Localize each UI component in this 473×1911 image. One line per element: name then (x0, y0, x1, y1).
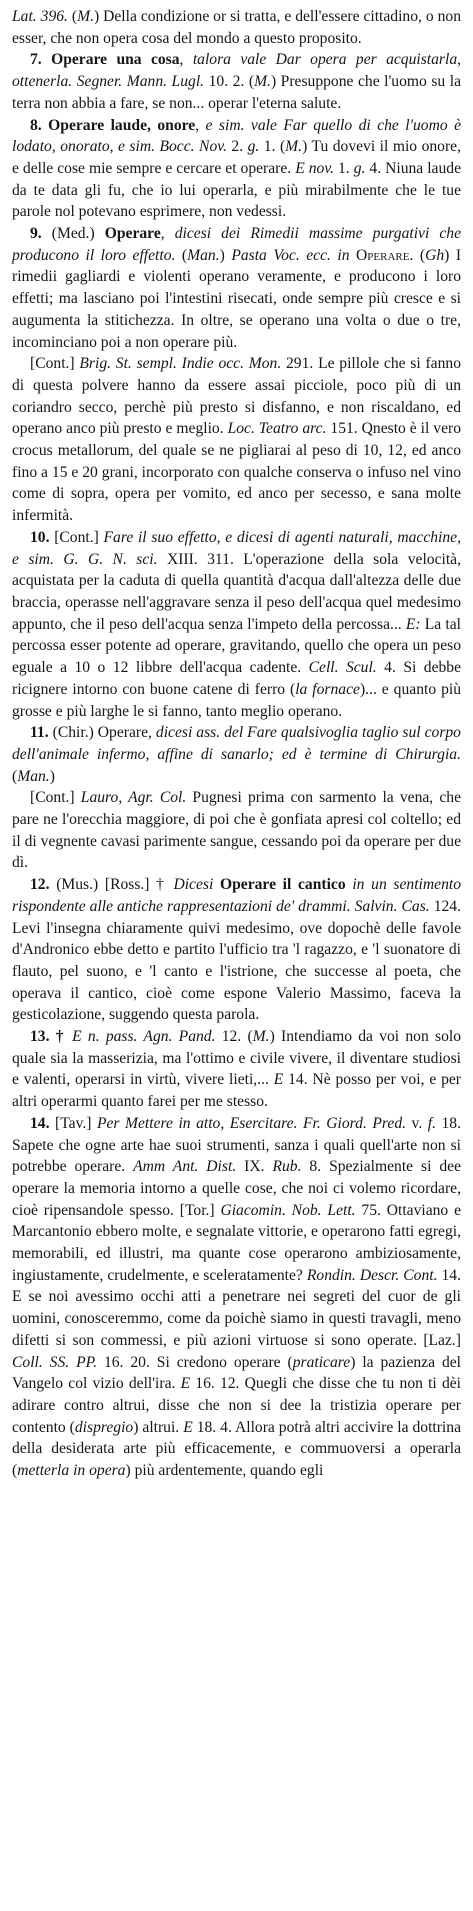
italic-text: g. (353, 159, 366, 177)
entry-text: 124. Levi l'insegna chiaramente quivi medesimo, ove dopochè delle favole d'Andronico ebbe detto e partito l'ufficio tra 'l ragazzo, e 'l suonatore di flauto, pel suono, e 'l canto e l'istrione, che successe al poeta, che operava il cantico, cioè come espone Valerio Massimo, faceva la gesticolazione, suggendo questa parola. (12, 897, 461, 1024)
entry-text: 14. Nè posso per voi, e per altri operarmi quanto farei per me stesso. (12, 1071, 461, 1111)
italic-text: E (183, 1418, 193, 1436)
entry-text: 2. (226, 138, 248, 156)
dictionary-entry (12, 1026, 461, 1113)
entry-text: , (195, 116, 206, 134)
dictionary-entry (12, 49, 461, 114)
entry-text: 10. 2. ( (204, 73, 255, 91)
entry-text: ( (175, 246, 188, 264)
italic-text: M. (252, 1028, 270, 1046)
entry-text: 291. Le pillole che si fanno di questa polvere hanno da essere assai picciole, poco più di un coriandro secco, perchè più presto si disfanno, e non riscaldano, ed operano anco più presto e meglio. (12, 355, 461, 438)
italic-text: talora vale Dar opera per acquistarla, ottenerla. Segner. Mann. Lugl. (12, 51, 462, 91)
entry-text: Pugnesi prima con sarmento la vena, che pare ne l'orecchia maggiore, di poi che è gonfiata apresi col coltello; ed il di vegnente cavasi parimente sangue, cessando poi da operare per due dì. (12, 789, 461, 872)
entry-text: ( (12, 767, 18, 785)
italic-text: M. (285, 138, 303, 156)
entry-text: [Cont.] (54, 528, 104, 546)
italic-text: E: (405, 615, 421, 633)
italic-text: in un sentimento rispondente alle antiche rappresentazioni de' drammi. Salvin. Cas. (12, 876, 461, 915)
dictionary-entry (12, 353, 461, 527)
dictionary-entry (12, 874, 461, 1026)
italic-text: Loc. Teatro arc. (227, 420, 327, 438)
italic-text: Fare il suo effetto, e dicesi di agenti naturali, macchine, e sim. G. G. N. sci. (12, 528, 462, 568)
entry-text: (Mus.) [Ross.] † (56, 876, 174, 894)
entry-text: 16. 12. Quegli che disse che tu non ti dèi adirare contro altrui, disse che non si dee la tristizia operare per contento ( (12, 1375, 461, 1436)
entry-text: [Cont.] (30, 355, 80, 373)
entry-text: ) (49, 767, 55, 785)
italic-text: E nov. (295, 159, 334, 177)
entry-text: 12. ( (215, 1028, 253, 1046)
entry-number: 10. (30, 528, 55, 546)
entry-number: 11. (30, 724, 53, 742)
small-caps-text: Operare (356, 246, 410, 264)
entry-text: 151. Qnesto è il vero crocus metallorum, del quale se ne pigliarai al peso di 10, 12, ed anco fino a 15 e 20 grani, incorporato con qualche conserva o infuso nel vino come di sopra, opera per vomito, ed anco per secesso, e sana molte infermità. (12, 420, 461, 525)
italic-text: la fornace (295, 680, 360, 698)
entry-text: 14. E se noi avessimo occhi atti a penetrare nei segreti del cuor de gli uomini, conosceremmo, come da poichè siamo in questi travagli, meno difetti si son commessi, e più azioni virtuose si sono operate. [Laz.] (12, 1266, 461, 1349)
italic-text: E (273, 1071, 284, 1089)
italic-text: f. (427, 1114, 436, 1132)
entry-text: 75. Ottaviano e Marcantonio ebbero molte, e segnalate vittorie, e operarono fatti egregi, memorabili, ed illustri, ma quante cose operarono ambiziosamente, ingiustamente, crudelmente, e sceleratamente? (12, 1201, 461, 1284)
entry-text: XIII. 311. L'operazione della sola velocità, acquistata per la caduta di quella quantità d'acqua dall'altezza delle due braccia, operasse nell'aggravare senza il peso dell'acqua quel medesimo appunto, che il peso dell'acqua senza l'impeto della percossa... (12, 550, 461, 633)
entry-text: , (160, 225, 175, 243)
entry-text: 4. Niuna laude da te data gli fu, che io lui operarla, e più mirabilmente che le tue parole nol potevano esprimere, non vedessi. (12, 159, 461, 221)
italic-text: Giacomin. Nob. Lett. (220, 1201, 356, 1219)
entry-number: 12. (30, 876, 57, 894)
entry-text: . ( (409, 246, 426, 264)
entry-text: 1. (334, 159, 354, 177)
entry-text: (Chir.) Operare, (52, 724, 156, 742)
italic-text: M. (254, 73, 271, 91)
italic-text: E n. pass. Agn. Pand. (72, 1028, 216, 1046)
entry-text: 18. Sapete che ogne arte hae suoi strumenti, sanza i quali quell'arte non si potrebbe operare. (12, 1114, 461, 1176)
entry-text: ) Presuppone che l'uomo su la terra non abbia a fare, se non... operar l'eterna salute. (12, 73, 462, 112)
italic-text: Man. (187, 246, 220, 264)
dictionary-entry (12, 1113, 461, 1482)
italic-text: Coll. SS. PP. (12, 1353, 98, 1371)
italic-text: metterla in opera (17, 1462, 126, 1480)
italic-text: M. (77, 8, 94, 25)
italic-text: Pasta Voc. ecc. in (231, 246, 350, 264)
italic-text: Dicesi (173, 876, 220, 894)
dictionary-entry (12, 527, 461, 722)
entry-text: 16. 20. Si credono operare ( (97, 1353, 293, 1371)
italic-text: Rub. (272, 1158, 302, 1176)
dictionary-entry (12, 115, 461, 224)
entry-text: 18. 4. Allora potrà altri accivire la dottrina della desiderata arte più efficacemente, e commuoversi a operarla ( (12, 1418, 461, 1480)
dictionary-entry (12, 787, 461, 874)
italic-text: g. (247, 138, 260, 156)
entry-number: 7. Operare una cosa (30, 51, 180, 69)
entry-number: Operare il cantico (219, 876, 346, 894)
entry-text: ) più ardentemente, quando egli (125, 1462, 324, 1480)
italic-text: dicesi ass. del Fare qualsivoglia taglio sul corpo dell'animale infermo, affine di sanarlo; ed è termine di Chirurgia. (12, 724, 461, 763)
dictionary-entry (12, 223, 461, 353)
entry-text: ) altrui. (133, 1418, 184, 1436)
italic-text: praticare (292, 1353, 351, 1371)
entry-text: [Cont.] (30, 789, 81, 807)
entry-text: IX. (236, 1158, 273, 1176)
italic-text: Rondin. Descr. Cont. (306, 1266, 438, 1284)
entry-text: La tal percossa esser potente ad operare, gravitando, quello che opera un peso eguale a 10 o 12 libbre dell'acqua cadente. (12, 615, 461, 677)
entry-text: ) I rimedii gagliardi e violenti operano veramente, e producono i loro effetti; ma lasciano poi l'intestini risecati, onde sempre più cresce e si augumenta la stitichezza. In oltre, se operano una volta o due o tre, incominciano poi a non operare più. (12, 246, 462, 351)
italic-text: Amm Ant. Dist. (133, 1158, 237, 1176)
italic-text: Per Mettere in atto, Esercitare. Fr. Giord. Pred. (96, 1114, 407, 1132)
entry-text: ) Tu dovevi il mio onore, e delle cose mie sempre e cercare et operare. (12, 138, 461, 177)
entry-text: ( (67, 8, 78, 25)
entry-text: ) (219, 246, 232, 264)
italic-text: Gh (425, 246, 445, 264)
italic-text: E (180, 1375, 191, 1393)
italic-text: Lauro, Agr. Col. (80, 789, 187, 807)
entry-text: ) Della condizione or si tratta, e dell'essere cittadino, o non esser, che non opera cosa del mondo a questo proposito. (12, 8, 461, 47)
entry-text: 1. ( (259, 138, 286, 156)
italic-text: dicesi dei Rimedii massime purgativi che producono il loro effetto. (12, 225, 461, 264)
entry-number: Operare (104, 225, 161, 243)
dictionary-entry (12, 722, 461, 787)
entry-text: )... e quanto più grosse e più larghe le si fanno, tanto meglio operano. (12, 680, 462, 720)
entry-number: 9. (30, 225, 52, 243)
entry-text: v. (406, 1114, 428, 1132)
italic-text: e sim. vale Far quello di che l'uomo è lodato, onorato, e sim. Bocc. Nov. (12, 116, 462, 156)
italic-text: Man. (17, 767, 50, 785)
italic-text: Brig. St. sempl. Indie occ. Mon. (79, 355, 282, 373)
entry-text: ) la pazienza del Vangelo col vizio dell'ira. (12, 1353, 461, 1393)
entry-number: 8. Operare laude, onore (30, 116, 196, 134)
italic-text: dispregio (74, 1418, 134, 1436)
entry-text: [Tav.] (55, 1114, 97, 1132)
entry-text: 4. Si debbe ricignere intorno con buone catene di ferro ( (12, 659, 461, 698)
dictionary-entry (12, 6, 461, 49)
italic-text: Cell. Scul. (308, 659, 377, 677)
entry-text: ) Intendiamo da voi non solo quale sia la masserizia, ma l'ottimo e civile vivere, il diventare studiosi e valenti, operarsi in virtù, vivere lieti,... (12, 1028, 462, 1089)
entry-number: 14. (30, 1114, 56, 1132)
italic-text: Lat. 396. (12, 8, 68, 25)
entry-text: 8. Spezialmente si dee operare la memoria intorno a quelle cose, che noi ci volemo ricordare, cioè ripensandole spesso. [Tor.] (12, 1158, 461, 1219)
entry-text: (Med.) (51, 225, 105, 243)
entry-number: 13. † (30, 1028, 73, 1046)
entry-text: , (179, 51, 193, 69)
